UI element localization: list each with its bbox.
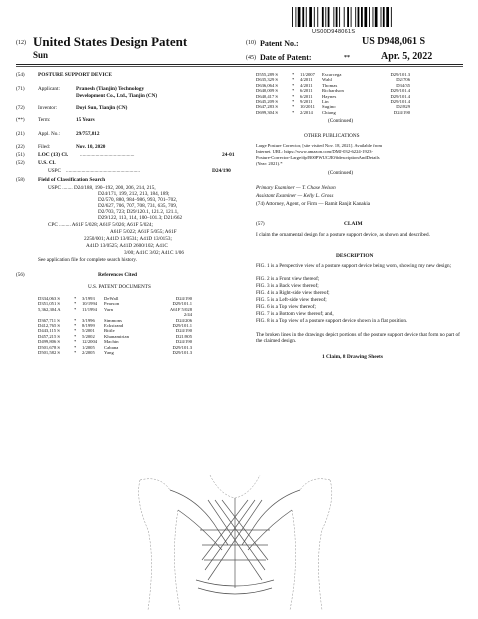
reference-class: D21/805: [175, 333, 192, 339]
cpc-line-1: A61F 5/022; A61F 5/055; A61F: [110, 229, 177, 235]
inventor-name: Doyi Sun, Tianjin (CN): [76, 105, 128, 111]
uspc-line-1: D24/171, 199, 212, 213, 184, 189;: [98, 191, 170, 197]
kind-code-10: (10): [246, 40, 256, 46]
other-pubs-line-0: Large Posture Corrector, [site visited Nov. 18, 2021]. Available from: [256, 143, 383, 148]
barcode-bar: [361, 7, 363, 27]
reference-date: 3/1996: [82, 317, 95, 323]
filed-value: Nov. 10, 2020: [76, 144, 106, 150]
reference-class: A61F 5/028: [169, 306, 192, 312]
fig-desc-1: FIG. 2 is a Front view thereof;: [256, 276, 320, 282]
uspc-line-5: D29/122, 113, 114, 100–101.3; D21/662: [98, 215, 183, 221]
reference-date: 10/1994: [82, 301, 98, 307]
right-references-list: [256, 72, 410, 115]
reference-name: Pearson: [104, 301, 120, 307]
reference-star: *: [74, 328, 77, 334]
inventor-surname: Sun: [33, 50, 49, 60]
barcode-bar: [309, 7, 312, 27]
primary-examiner: Primary Examiner — T. Chase Nelson: [256, 185, 336, 191]
reference-class: D29/101.4: [390, 88, 410, 94]
reference-name: Khanamirian: [104, 333, 130, 339]
reference-class: D29/101.4: [390, 99, 410, 105]
reference-name: Machin: [104, 339, 119, 345]
barcode-bar: [358, 7, 360, 27]
reference-class: D29/101.3: [172, 344, 192, 350]
reference-date: 4/2011: [300, 82, 313, 88]
reference-name: Wahl: [322, 77, 332, 83]
reference-star: *: [74, 350, 77, 356]
reference-date: 8/1999: [82, 323, 95, 329]
reference-date: 5/2001: [82, 328, 95, 334]
cpc-line-0: CPC ......... A61F 5/028; A61F 5/026; A61F 5/024;: [48, 222, 153, 228]
reference-name: Haynes: [322, 93, 337, 99]
loc-dots: ..........................................: [80, 152, 135, 158]
appl-no-label: Appl. No.:: [38, 131, 61, 137]
field-52-code: (52): [16, 160, 25, 166]
barcode-bar: [306, 7, 307, 27]
barcode-bar: [336, 7, 338, 27]
reference-star: *: [74, 333, 77, 339]
description-label: DESCRIPTION: [336, 253, 374, 259]
reference-number: D499,806 S: [38, 339, 60, 345]
reference-class: D24/190: [175, 339, 192, 345]
reference-name: Sugino: [322, 104, 336, 110]
claim-label: CLAIM: [344, 221, 363, 227]
reference-number: D645,209 S: [256, 99, 278, 105]
applicant-name: Pranesh (Tianjin) Technology: [76, 86, 145, 92]
fig-desc-6: FIG. 7 is a Bottom view thereof; and,: [256, 311, 334, 317]
uspc-line-2: D2/570, 880, 984–986, 993, 701–702,: [98, 197, 178, 203]
reference-number: D640,009 S: [256, 88, 278, 94]
reference-date: 5/2002: [82, 333, 95, 339]
reference-number: D501,582 S: [38, 350, 60, 356]
barcode-bar: [328, 7, 330, 27]
reference-date: 2/2014: [300, 109, 313, 115]
reference-star: *: [74, 296, 77, 301]
reference-class: D29/101.4: [390, 93, 410, 99]
publications-continued: (Continued): [328, 170, 354, 176]
reference-date: 1/2005: [82, 344, 95, 350]
barcode: [292, 7, 420, 27]
applicant-label: Applicant:: [38, 86, 60, 92]
reference-number: D367,711 S: [38, 317, 60, 323]
applicant-location: Development Co., Ltd., Tianjin (CN): [76, 93, 158, 99]
barcode-bar: [391, 7, 392, 27]
reference-name: Eckstrand: [104, 323, 124, 329]
field-22-code: (22): [16, 144, 25, 150]
barcode-bar: [364, 7, 367, 27]
field-57-code: (57): [256, 221, 265, 227]
us-cl-label: U.S. Cl.: [38, 160, 56, 166]
reference-class: D24/190: [175, 328, 192, 334]
reference-number: D555,289 S: [256, 72, 278, 77]
reference-number: D443,115 S: [38, 328, 60, 334]
barcode-bar: [325, 7, 326, 27]
reference-date: 4/2011: [300, 77, 313, 83]
kind-code-12: (12): [16, 40, 26, 46]
fig-desc-7: FIG. 8 is a Top view of a posture support device shown in a flat position.: [256, 318, 408, 324]
reference-date: 3/1993: [82, 296, 95, 301]
other-pubs-line-3: (Year: 2021).*: [256, 161, 283, 166]
appl-no-value: 29/757,812: [76, 131, 100, 137]
uspc-line-4: D2/703, 723; D29/120.1, 121.2, 121.1,: [98, 209, 179, 215]
uspc-value: D24/190: [212, 168, 231, 174]
other-publications-label: OTHER PUBLICATIONS: [304, 133, 360, 139]
barcode-bar: [344, 7, 345, 27]
loc-label: LOC (13) Cl.: [38, 152, 69, 158]
reference-number: D640,417 S: [256, 93, 278, 99]
barcode-bar: [351, 7, 352, 27]
reference-star: *: [292, 77, 295, 83]
reference-name: DeWall: [104, 296, 119, 301]
attorney-agent: (74) Attorney, Agent, or Firm — Ramit Ranjit Kanakia: [256, 201, 371, 207]
reference-name: Yang: [104, 350, 114, 356]
reference-number: D351,051 S: [38, 301, 60, 307]
references-cited-label: References Cited: [98, 272, 137, 278]
uspc-line-3: D2/627, 706, 707, 708, 731, 635, 709,: [98, 203, 178, 209]
field-71-code: (71): [16, 86, 25, 92]
reference-date: 9/2011: [300, 99, 313, 105]
other-pubs-line-2: Posture-Corrector-Large/dp/B00PWUCJI0/#descriptionAndDetails: [256, 155, 380, 160]
uspc-dots: .........................................................: [66, 168, 140, 174]
reference-date: 2/2005: [82, 350, 95, 356]
cpc-line-2: 2250/001; A41D 13/0531; A41D 13/0153;: [84, 236, 172, 242]
fig-desc-5: FIG. 6 is a Top view thereof;: [256, 304, 316, 310]
patent-type-title: United States Design Patent: [33, 34, 188, 49]
reference-date: 6/2011: [300, 93, 313, 99]
reference-star: *: [292, 88, 295, 94]
reference-number: D647,283 S: [256, 104, 278, 110]
barcode-number: US00D948061S: [312, 29, 356, 35]
reference-number: D334,063 S: [38, 296, 60, 301]
reference-class: D24/206: [175, 317, 192, 323]
reference-star: *: [74, 323, 77, 329]
fig-desc-2: FIG. 3 is a Back view thereof;: [256, 283, 319, 289]
us-patent-documents-label: U.S. PATENT DOCUMENTS: [88, 284, 151, 290]
reference-star: *: [74, 301, 77, 307]
references-continued: (Continued): [328, 118, 354, 124]
barcode-bar: [381, 7, 382, 27]
reference-star: *: [292, 82, 295, 88]
barcode-bar: [369, 7, 370, 27]
reference-class: D29/101.3: [390, 72, 410, 77]
term-value: 15 Years: [76, 117, 95, 123]
left-references-list: [38, 296, 192, 355]
reference-class: D2/706: [396, 77, 410, 83]
uspc-label: USPC: [48, 168, 61, 174]
reference-star: *: [292, 99, 295, 105]
reference-class: D34/35: [396, 82, 410, 88]
reference-date: 6/2011: [300, 88, 313, 94]
uspc-line-0: USPC ........ D24/188, 190–192, 200, 206, 214, 215,: [48, 185, 156, 191]
reference-row: [256, 110, 410, 115]
cpc-line-4: 3/00; A41C 3/02; A41C 1/06: [124, 250, 184, 256]
reference-date: 11/2007: [300, 72, 315, 77]
reference-name: Cabana: [104, 344, 119, 350]
reference-star: *: [292, 93, 295, 99]
kind-code-45: (45): [246, 55, 256, 61]
reference-name: Lin: [322, 99, 329, 105]
broken-lines-statement: The broken lines in the drawings depict portions of the posture support device that form no part of the claimed design.: [256, 332, 460, 345]
design-title: POSTURE SUPPORT DEVICE: [38, 72, 112, 78]
reference-name: Varn: [104, 306, 114, 312]
reference-number: D412,765 S: [38, 323, 60, 329]
date-stars: **: [344, 55, 350, 61]
inventor-label: Inventor:: [38, 105, 58, 111]
date-label: Date of Patent:: [260, 53, 312, 62]
reference-number: D457,215 S: [38, 333, 60, 339]
field-21-code: (21): [16, 131, 25, 137]
reference-class: D24/190: [175, 296, 192, 301]
claim-text: I claim the ornamental design for a posture support device, as shown and described.: [256, 232, 430, 238]
reference-name: Escarcega: [322, 72, 342, 77]
reference-star: *: [292, 104, 295, 110]
reference-number: D699,304 S: [256, 109, 278, 115]
barcode-bar: [314, 7, 315, 27]
barcode-bar: [298, 7, 301, 27]
barcode-bar: [355, 7, 356, 27]
header-rule: [16, 64, 463, 65]
reference-name: Thomas: [322, 82, 338, 88]
reference-star: *: [74, 317, 77, 323]
term-label: Term:: [38, 117, 51, 123]
assistant-examiner: Assistant Examiner — Kelly L. Gross: [256, 193, 334, 199]
filed-label: Filed:: [38, 144, 51, 150]
barcode-bar: [302, 7, 304, 27]
barcode-bar: [386, 7, 389, 27]
reference-star: *: [292, 72, 295, 77]
reference-date: 10/2011: [300, 104, 315, 110]
field-term-code: (**): [16, 117, 25, 123]
header-rule-secondary: [16, 66, 463, 67]
reference-number: 5,362,304 A: [38, 306, 61, 312]
search-history-note: See application file for complete search history.: [38, 257, 137, 263]
reference-class: D29/101.3: [172, 350, 192, 356]
barcode-bar: [333, 7, 334, 27]
field-72-code: (72): [16, 105, 25, 111]
field-51-code: (51): [16, 152, 25, 158]
posture-support-device-drawing: [100, 470, 370, 615]
reference-class: D29/101.1: [172, 323, 192, 329]
barcode-bar: [339, 7, 340, 27]
barcode-bar: [375, 7, 378, 27]
field-54-code: (54): [16, 72, 25, 78]
reference-class: D2/829: [396, 104, 410, 110]
reference-name: Richardson: [322, 88, 344, 94]
cpc-line-3: A41D 13/0525; A41D 2600/102; A41C: [86, 243, 168, 249]
fig-desc-3: FIG. 4 is a Right-side view thereof;: [256, 290, 330, 296]
reference-row: [38, 350, 192, 355]
barcode-bar: [373, 7, 374, 27]
loc-value: 24-01: [222, 152, 235, 158]
fig-desc-0: FIG. 1 is a Perspective view of a posture support device being worn, showing my new design;: [256, 263, 452, 269]
patent-no-label: Patent No.:: [260, 39, 299, 48]
reference-star: *: [292, 109, 295, 115]
reference-name: Chiang: [322, 109, 336, 115]
barcode-bar: [322, 7, 324, 27]
field-56-code: (56): [16, 272, 25, 278]
barcode-bar: [383, 7, 385, 27]
reference-name: Simmons: [104, 317, 123, 323]
reference-star: *: [74, 306, 77, 312]
barcode-bar: [317, 7, 318, 27]
barcode-bar: [292, 7, 293, 27]
reference-date: 12/2004: [82, 339, 98, 345]
barcode-bar: [347, 7, 349, 27]
reference-number: D635,329 S: [256, 77, 278, 83]
patent-date: Apr. 5, 2022: [381, 51, 433, 62]
reference-star: *: [74, 344, 77, 350]
reference-number: D636,064 S: [256, 82, 278, 88]
barcode-bar: [295, 7, 296, 27]
patent-number: US D948,061 S: [362, 36, 426, 47]
fig-desc-4: FIG. 5 is a Left-side view thereof;: [256, 297, 327, 303]
reference-class: 2/44: [183, 312, 192, 318]
reference-number: D501,678 S: [38, 344, 60, 350]
other-pubs-line-1: Internet. URL: https://www.amazon.com/DMJ-032-6224-1923-: [256, 149, 373, 154]
reference-class: D24/190: [393, 109, 410, 115]
reference-name: Bittle: [104, 328, 115, 334]
field-search-label: Field of Classification Search: [38, 177, 106, 183]
field-58-code: (58): [16, 177, 25, 183]
reference-class: D29/101.1: [172, 301, 192, 307]
reference-star: *: [74, 339, 77, 345]
claims-drawings-summary: 1 Claim, 8 Drawing Sheets: [322, 354, 383, 360]
reference-date: 11/1994: [82, 306, 97, 312]
